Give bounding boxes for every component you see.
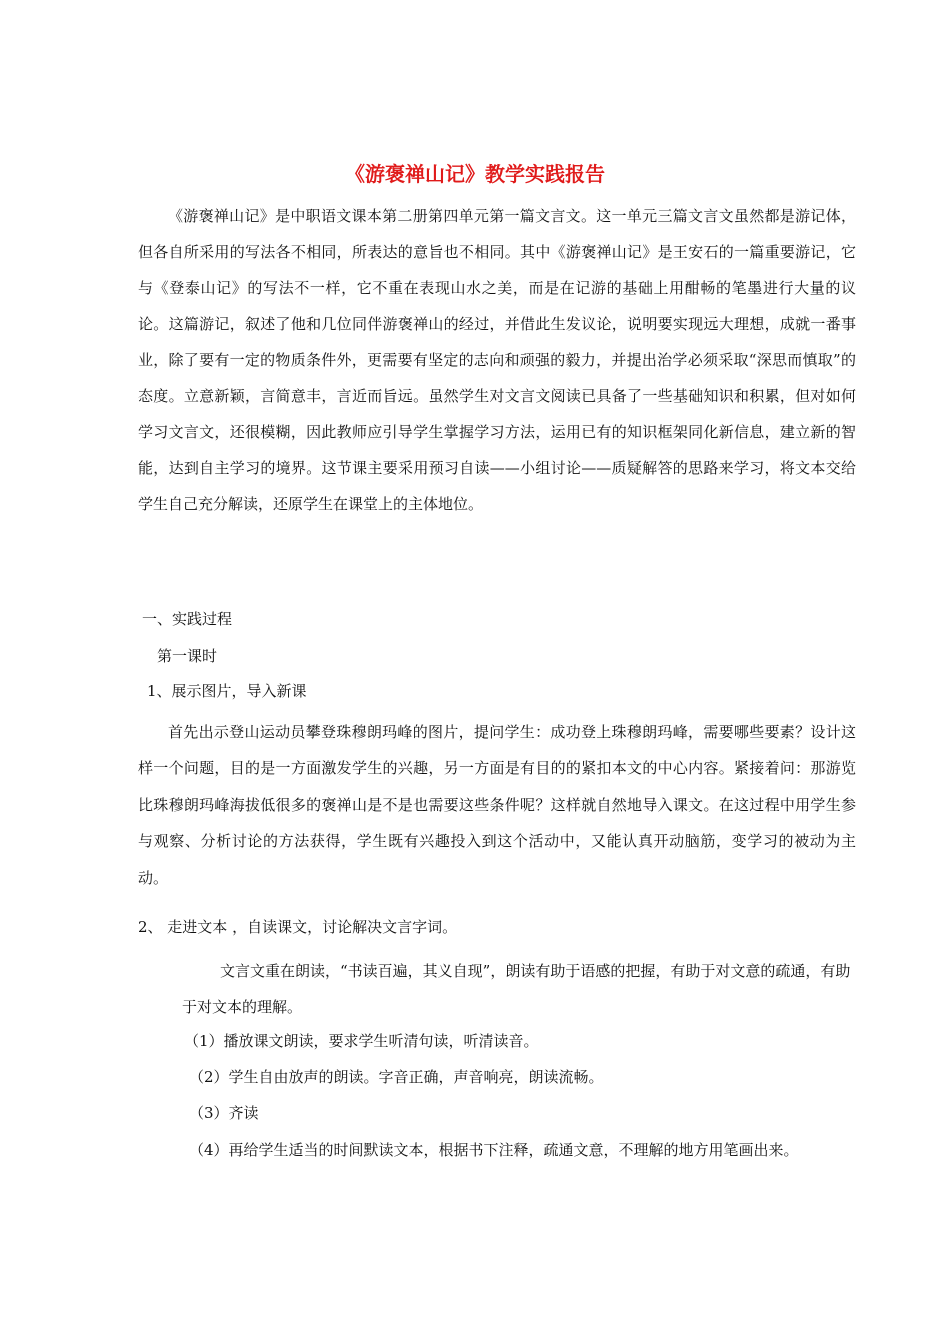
list-item: （4）再给学生适当的时间默读文本，根据书下注释，疏通文意，不理解的地方用笔画出来。: [189, 1141, 799, 1159]
lesson-heading: 第一课时: [157, 647, 218, 665]
step-heading-2: 2、 走进文本 ，自读课文，讨论解决文言字词。: [138, 918, 458, 936]
step1-paragraph: 首先出示登山运动员攀登珠穆朗玛峰的图片，提问学生：成功登上珠穆朗玛峰，需要哪些要素？设计这样一个问题，目的是一方面激发学生的兴趣，另一方面是有目的的紧扣本文的中心内容。紧接着问：那游览比珠穆朗玛峰海拔低很多的褒禅山是不是也需要这些条件呢？这样就自然地导入课文。在这过程中用学生参与观察、分析讨论的方法获得，学生既有兴趣投入到这个活动中，又能认真开动脑筋，变学习的被动为主动。: [138, 723, 856, 887]
list-item: （3）齐读: [189, 1104, 259, 1122]
document-title: 《游褒禅山记》教学实践报告: [345, 162, 605, 186]
list-item: （2）学生自由放声的朗读。字音正确，声音响亮，朗读流畅。: [189, 1068, 604, 1086]
step-heading-1: 1、展示图片，导入新课: [147, 682, 307, 700]
intro-paragraph: 《游褒禅山记》是中职语文课本第二册第四单元第一篇文言文。这一单元三篇文言文虽然都是游记体，但各自所采用的写法各不相同，所表达的意旨也不相同。其中《游褒禅山记》是王安石的一篇重要游记，它与《登泰山记》的写法不一样，它不重在表现山水之美，而是在记游的基础上用酣畅的笔墨进行大量的议论。这篇游记，叙述了他和几位同伴游褒禅山的经过，并借此生发议论，说明要实现远大理想，成就一番事业，除了要有一定的物质条件外，更需要有坚定的志向和顽强的毅力，并提出治学必须采取“深思而慎取”的态度。立意新颖，言简意丰，言近而旨远。虽然学生对文言文阅读已具备了一些基础知识和积累，但对如何学习文言文，还很模糊，因此教师应引导学生掌握学习方法，运用已有的知识框架同化新信息，建立新的智能，达到自主学习的境界。这节课主要采用预习自读——小组讨论——质疑解答的思路来学习，将文本交给学生自己充分解读，还原学生在课堂上的主体地位。: [138, 207, 856, 513]
step2-paragraph: 文言文重在朗读，“书读百遍，其义自现”，朗读有助于语感的把握，有助于对文意的疏通，有助于对文本的理解。: [182, 962, 851, 1016]
list-item: （1）播放课文朗读，要求学生听清句读，听清读音。: [184, 1032, 539, 1050]
section-heading: 一、实践过程: [142, 610, 233, 628]
